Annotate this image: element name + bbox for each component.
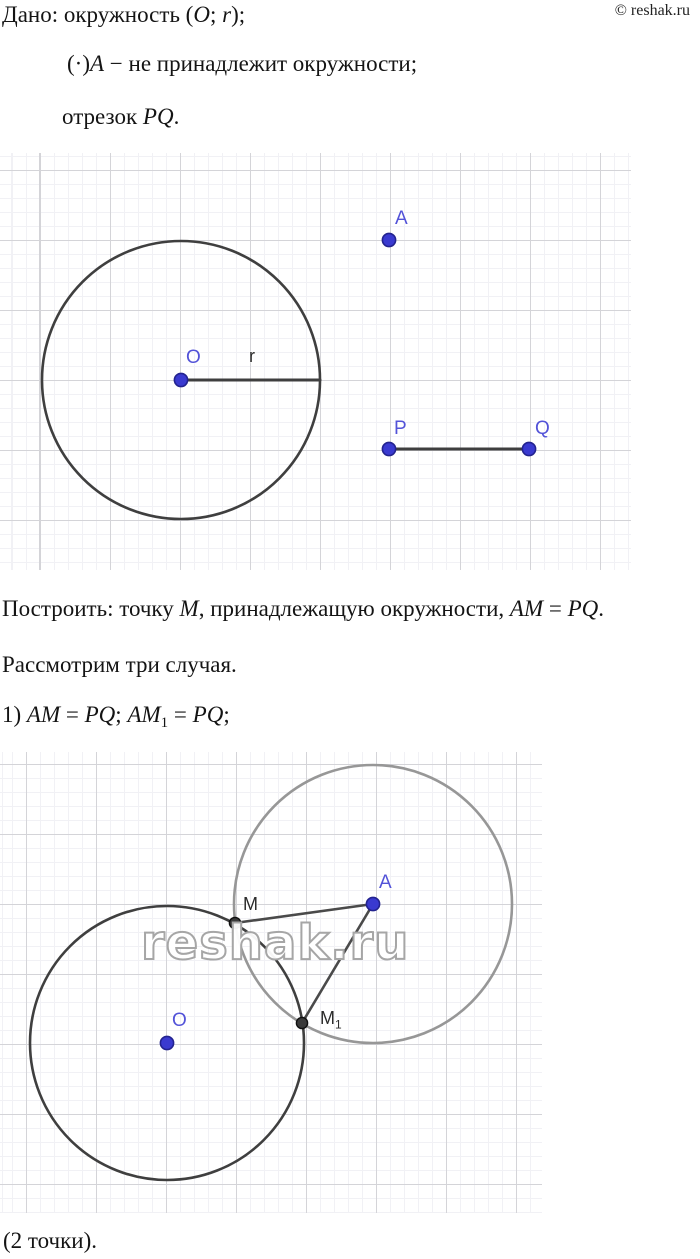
diagram1-label-O: O: [186, 347, 201, 368]
diagram1-point-A: [382, 233, 395, 246]
diagram1-label-Q: Q: [535, 418, 550, 439]
diagram2-point-O: [160, 1036, 173, 1049]
diagram2-label-M: M: [243, 894, 258, 914]
case1-line: 1) AM = PQ; $AM_1$ = PQ;: [2, 702, 230, 731]
given-line-3: отрезок PQ.: [62, 104, 180, 129]
copyright: © reshak.ru: [614, 2, 690, 19]
diagram2-label-O: O: [172, 1010, 187, 1031]
diagram1-label-P: P: [394, 418, 407, 439]
build-line: Построить: точку M, принадлежащую окружности, AM = PQ.: [2, 596, 605, 621]
given-line-2: (·)A − не принадлежит окружности;: [67, 51, 418, 76]
diagram1-point-Q: [522, 442, 535, 455]
diagram2-label-M1: $M_1$: [320, 1008, 342, 1032]
diagram1-label-A: A: [395, 208, 408, 229]
diagram1-point-P: [382, 442, 395, 455]
diagram2-point-A: [366, 897, 379, 910]
watermark: reshak.ru: [141, 915, 410, 971]
result-line: (2 точки).: [3, 1228, 98, 1253]
given-line-1: Дано: окружность (O; r);: [2, 2, 246, 27]
diagram2-point-M1: [296, 1017, 307, 1028]
diagram1-point-O: [174, 373, 187, 386]
diagram1-label-r: r: [249, 346, 255, 366]
diagram2-label-A: A: [379, 872, 392, 893]
cases-line: Рассмотрим три случая.: [2, 652, 237, 677]
